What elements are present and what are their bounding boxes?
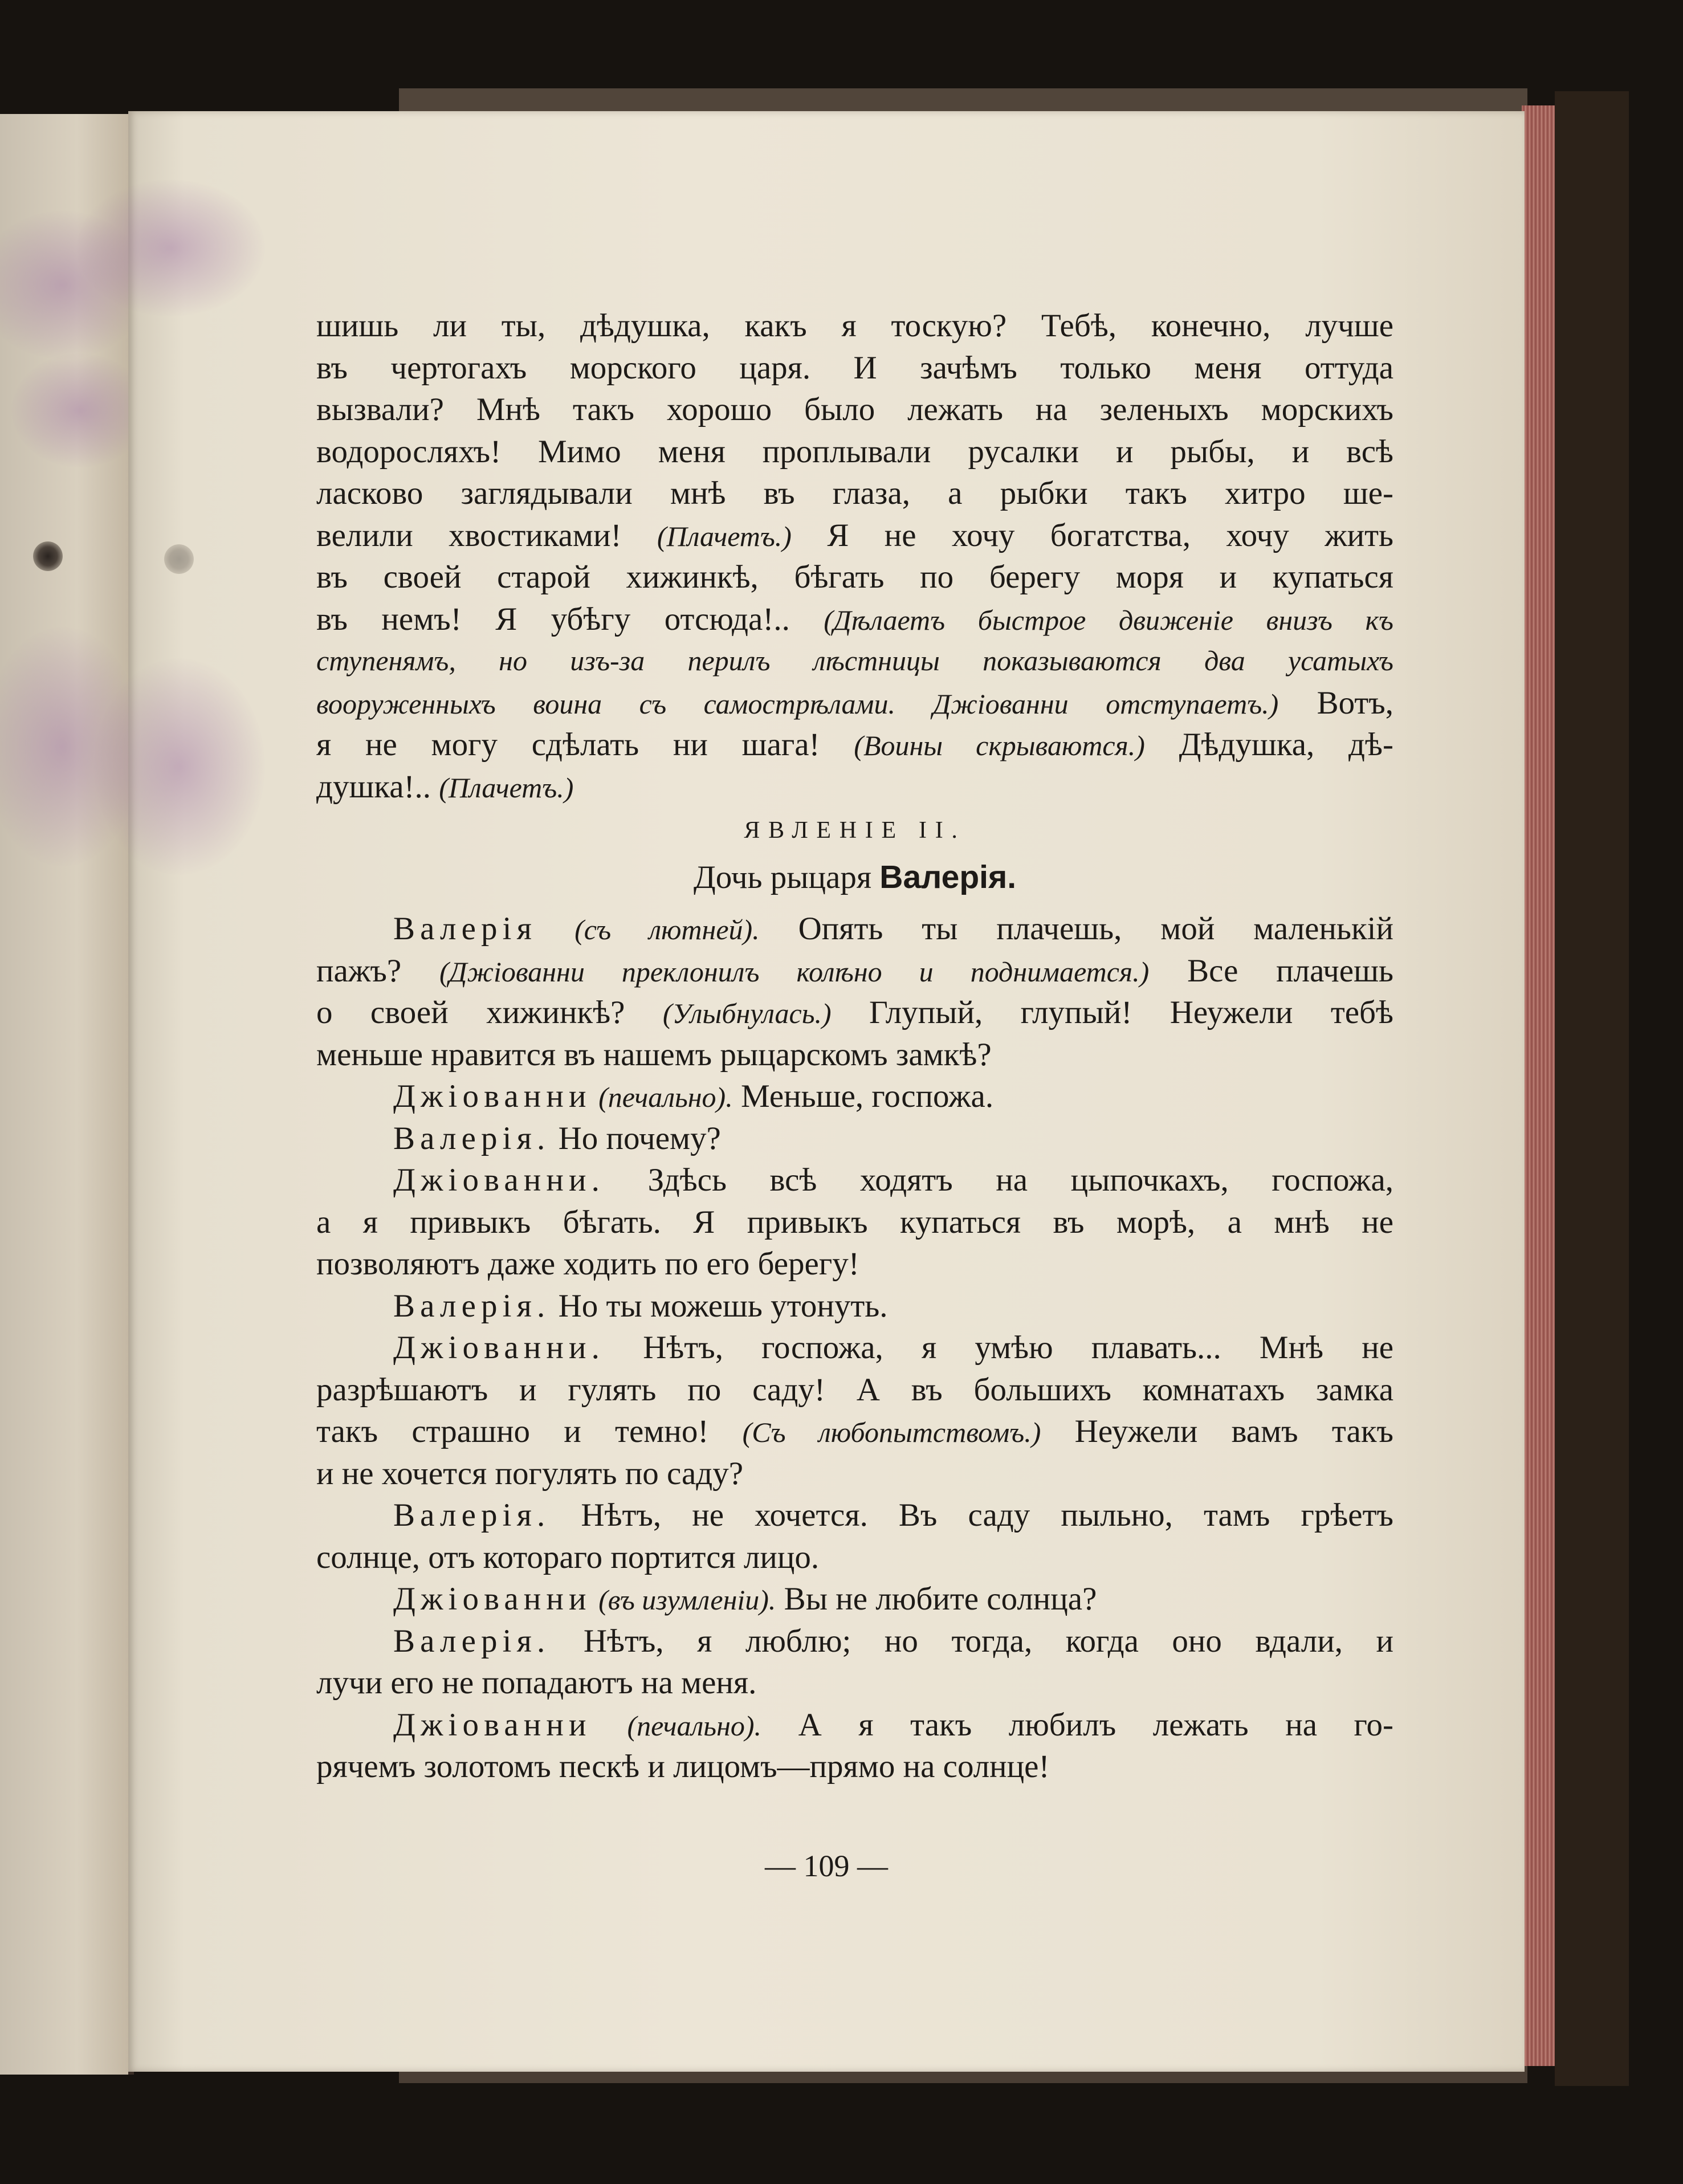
dialogue-line: Валерія (съ лютней). Опять ты плачешь, мой маленькій <box>393 911 1393 947</box>
dialogue-line: и не хочется погулять по саду? <box>316 1455 744 1492</box>
dialogue-line: Джіованни (печально). Меньше, госпожа. <box>393 1078 994 1114</box>
text-line: водоросляхъ! Мимо меня проплывали русалки и рыбы, и всѣ <box>316 433 1393 470</box>
stage-direction: (Плачетъ.) <box>657 520 792 552</box>
dialogue-line: Валерія. Но почему? <box>393 1120 721 1156</box>
stage-direction: (Джіованни преклонилъ колѣно и поднимается.) <box>439 955 1150 988</box>
text-line: вызвали? Мнѣ такъ хорошо было лежать на зеленыхъ морскихъ <box>316 392 1393 427</box>
stage-direction: (Съ любопытствомъ.) <box>742 1416 1041 1448</box>
binding-hole <box>164 544 194 574</box>
ink-stain <box>77 180 265 316</box>
dialogue-line: Джіованни (въ изумленіи). Вы не любите солнца? <box>393 1581 1097 1617</box>
dialogue-line: Валерія. Нѣтъ, не хочется. Въ саду пыльно, тамъ грѣетъ <box>393 1497 1393 1533</box>
page-edge-red <box>1522 105 1555 2066</box>
stage-direction: (съ лютней). <box>536 914 760 946</box>
scene-characters: Дочь рыцаря Валерія. <box>693 859 1017 895</box>
text-line: въ своей старой хижинкѣ, бѣгать по берегу моря и купаться <box>316 559 1393 595</box>
text-line: душка!.. (Плачетъ.) <box>316 768 574 805</box>
speaker-name: Валерія. <box>393 1497 551 1533</box>
page-number: — 109 — <box>765 1849 888 1883</box>
book-page <box>128 111 1525 2072</box>
dialogue-line: Джіованни. Здѣсь всѣ ходятъ на цыпочкахъ, госпожа, <box>393 1162 1393 1198</box>
speaker-name: Валерія. <box>393 1623 551 1659</box>
speaker-name: Джіованни <box>393 1706 592 1743</box>
ink-stain <box>94 658 265 875</box>
character-name: Валерія. <box>879 859 1017 895</box>
page-text <box>316 305 1393 1788</box>
speaker-name: Джіованни. <box>393 1330 605 1366</box>
text-line: я не могу сдѣлать ни шага! (Воины скрываются.) Дѣдушка, дѣ- <box>316 727 1393 763</box>
dialogue-line: рячемъ золотомъ пескѣ и лицомъ—прямо на солнце! <box>316 1749 1050 1784</box>
stage-direction: (печально). <box>591 1081 733 1113</box>
ink-stain <box>11 353 148 467</box>
speaker-name: Валерія. <box>393 1120 551 1156</box>
book-cover-top <box>399 88 1527 111</box>
dialogue-line: о своей хижинкѣ? (Улыбнулась.) Глупый, глупый! Неужели тебѣ <box>316 995 1393 1030</box>
speaker-name: Джіованни. <box>393 1162 605 1198</box>
dialogue-line: разрѣшаютъ и гулять по саду! А въ большихъ комнатахъ замка <box>316 1371 1393 1408</box>
speaker-name: Джіованни <box>393 1078 592 1114</box>
speaker-name: Джіованни <box>393 1581 592 1617</box>
dialogue-line: Джіованни. Нѣтъ, госпожа, я умѣю плавать... Мнѣ не <box>393 1330 1393 1366</box>
dialogue-line: Джіованни (печально). А я такъ любилъ лежать на го- <box>393 1706 1393 1743</box>
stage-direction: вооруженныхъ воина съ самострѣлами. Джіованни отступаетъ.) <box>316 687 1279 720</box>
text-line: ласково заглядывали мнѣ въ глаза, а рыбки такъ хитро ше- <box>316 475 1393 511</box>
dialogue-line: меньше нравится въ нашемъ рыцарскомъ замкѣ? <box>316 1036 992 1073</box>
dialogue-line: солнце, отъ котораго портится лицо. <box>316 1539 820 1575</box>
facing-page-left <box>0 114 134 2075</box>
stage-direction: (Воины скрываются.) <box>854 730 1145 761</box>
stage-direction: (въ изумленіи). <box>591 1584 776 1616</box>
binding-hole <box>33 541 63 571</box>
speaker-name: Валерія <box>393 911 537 947</box>
text-line: велили хвостиками! (Плачетъ.) Я не хочу богатства, хочу жить <box>316 517 1393 553</box>
text-line: въ чертогахъ морского царя. И зачѣмъ только меня оттуда <box>316 349 1393 386</box>
dialogue-line: Валерія. Нѣтъ, я люблю; но тогда, когда оно вдали, и <box>393 1623 1393 1659</box>
dialogue-line: пажъ? (Джіованни преклонилъ колѣно и поднимается.) Все плачешь <box>316 952 1393 989</box>
book-cover-right <box>1555 91 1629 2086</box>
dialogue-line: а я привыкъ бѣгать. Я привыкъ купаться въ морѣ, а мнѣ не <box>316 1204 1393 1240</box>
scene-heading: ЯВЛЕНІЕ II. <box>744 817 966 844</box>
stage-direction: (Плачетъ.) <box>439 771 574 804</box>
dialogue-line: лучи его не попадаютъ на меня. <box>316 1665 757 1701</box>
text-line: вооруженныхъ воина съ самострѣлами. Джіованни отступаетъ.) Вотъ, <box>316 684 1393 721</box>
text-line: шишь ли ты, дѣдушка, какъ я тоскую? Тебѣ, конечно, лучше <box>316 308 1393 344</box>
dialogue-line: Валерія. Но ты можешь утонуть. <box>393 1287 888 1324</box>
stage-direction: (печально). <box>591 1709 762 1742</box>
text-line: въ немъ! Я убѣгу отсюда!.. (Дѣлаетъ быстрое движеніе внизъ къ <box>316 601 1393 637</box>
dialogue-line: такъ страшно и темно! (Съ любопытствомъ.) Неужели вамъ такъ <box>316 1413 1393 1449</box>
stage-direction: (Дѣлаетъ быстрое движеніе внизъ къ <box>824 604 1393 636</box>
stage-direction: (Улыбнулась.) <box>662 997 832 1029</box>
stage-direction: ступенямъ, но изъ-за перилъ лѣстницы показываются два усатыхъ <box>316 645 1393 677</box>
dialogue-line: позволяютъ даже ходить по его берегу! <box>316 1246 859 1282</box>
speaker-name: Валерія. <box>393 1287 551 1324</box>
